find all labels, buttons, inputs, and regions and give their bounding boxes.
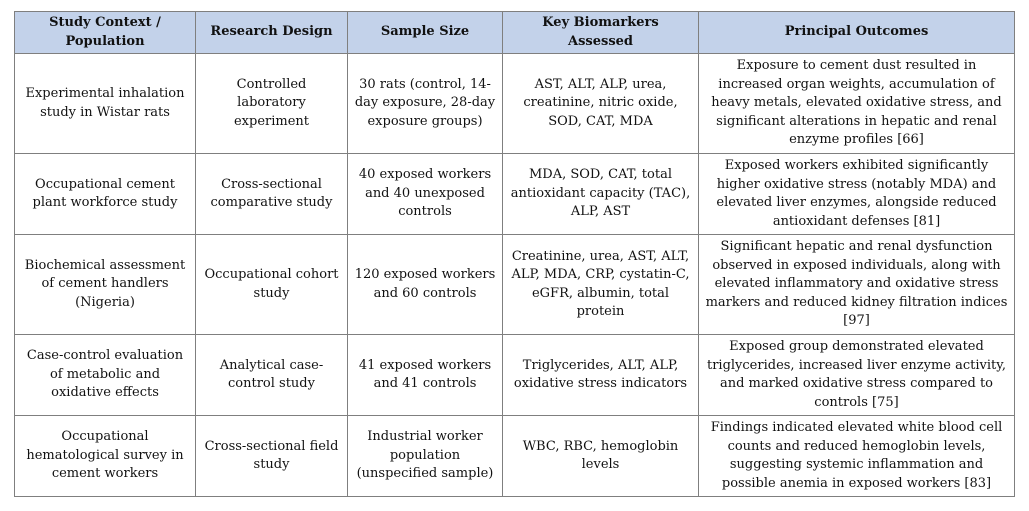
header-research-design: Research Design (196, 12, 348, 54)
cell-sample-size: 41 exposed workers and 41 controls (348, 335, 503, 416)
cell-sample-size: Industrial worker population (unspecified sample) (348, 416, 503, 497)
header-study-context: Study Context / Population (15, 12, 196, 54)
cell-research-design: Occupational cohort study (196, 235, 348, 335)
cell-study-context: Biochemical assessment of cement handlers (Nigeria) (15, 235, 196, 335)
cell-sample-size: 30 rats (control, 14-day exposure, 28-day exposure groups) (348, 54, 503, 154)
cell-research-design: Analytical case-control study (196, 335, 348, 416)
cell-principal-outcomes: Exposed group demonstrated elevated triglycerides, increased liver enzyme activity, and marked oxidative stress compared to controls [75] (699, 335, 1015, 416)
header-key-biomarkers: Key Biomarkers Assessed (503, 12, 699, 54)
header-sample-size: Sample Size (348, 12, 503, 54)
cell-study-context: Case-control evaluation of metabolic and oxidative effects (15, 335, 196, 416)
cell-principal-outcomes: Findings indicated elevated white blood cell counts and reduced hemoglobin levels, suggesting systemic inflammation and possible anemia in exposed workers [83] (699, 416, 1015, 497)
table-row (15, 54, 1015, 154)
cell-principal-outcomes: Exposure to cement dust resulted in increased organ weights, accumulation of heavy metals, elevated oxidative stress, and significant alterations in hepatic and renal enzyme profiles [66] (699, 54, 1015, 154)
cell-study-context: Occupational hematological survey in cement workers (15, 416, 196, 497)
header-principal-outcomes: Principal Outcomes (699, 12, 1015, 54)
cell-key-biomarkers: WBC, RBC, hemoglobin levels (503, 416, 699, 497)
table-header-row (15, 12, 1015, 54)
cell-sample-size: 40 exposed workers and 40 unexposed controls (348, 154, 503, 235)
cell-key-biomarkers: Triglycerides, ALT, ALP, oxidative stress indicators (503, 335, 699, 416)
table-row (15, 154, 1015, 235)
cell-study-context: Experimental inhalation study in Wistar rats (15, 54, 196, 154)
cell-key-biomarkers: MDA, SOD, CAT, total antioxidant capacity (TAC), ALP, AST (503, 154, 699, 235)
cell-research-design: Cross-sectional field study (196, 416, 348, 497)
cell-research-design: Controlled laboratory experiment (196, 54, 348, 154)
table-row (15, 335, 1015, 416)
cell-study-context: Occupational cement plant workforce study (15, 154, 196, 235)
cell-key-biomarkers: AST, ALT, ALP, urea, creatinine, nitric oxide, SOD, CAT, MDA (503, 54, 699, 154)
table-row (15, 416, 1015, 497)
cell-key-biomarkers: Creatinine, urea, AST, ALT, ALP, MDA, CRP, cystatin-C, eGFR, albumin, total protein (503, 235, 699, 335)
cell-sample-size: 120 exposed workers and 60 controls (348, 235, 503, 335)
table-row (15, 235, 1015, 335)
cell-principal-outcomes: Significant hepatic and renal dysfunction observed in exposed individuals, along with elevated inflammatory and oxidative stress markers and reduced kidney filtration indices [97] (699, 235, 1015, 335)
cell-research-design: Cross-sectional comparative study (196, 154, 348, 235)
cell-principal-outcomes: Exposed workers exhibited significantly higher oxidative stress (notably MDA) and elevated liver enzymes, alongside reduced antioxidant defenses [81] (699, 154, 1015, 235)
studies-table (14, 11, 1015, 497)
